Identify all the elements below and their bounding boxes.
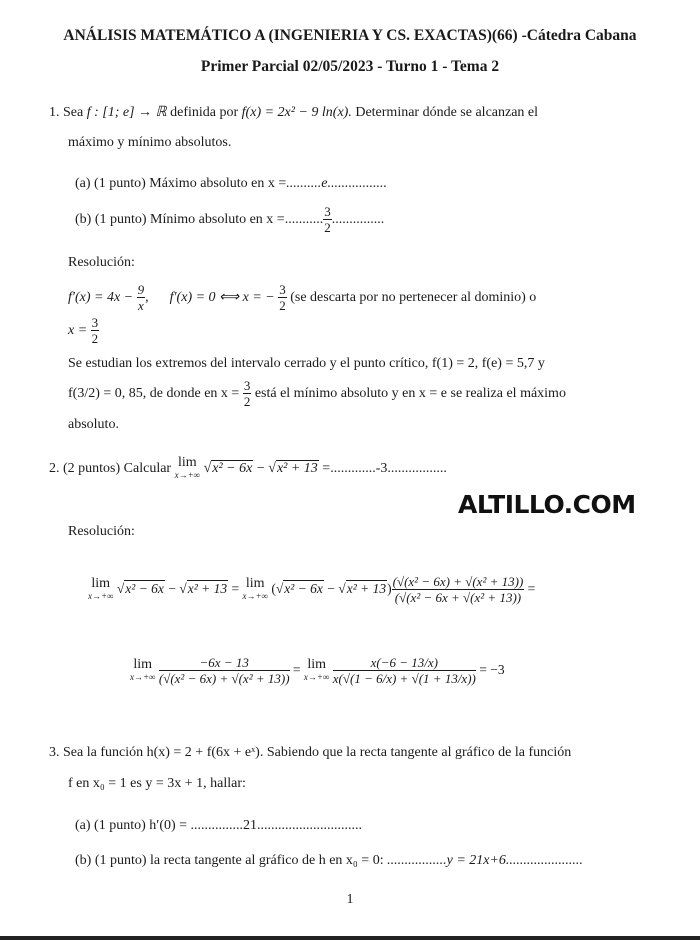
problem1-domain: f : [1; e] → ℝ (86, 105, 167, 120)
lim-subscript: x→+∞ (130, 671, 156, 682)
fraction-numerator: 3 (91, 315, 99, 331)
problem2-step1: lim x→+∞ √x² − 6x − √x² + 13 = lim x→+∞ (√x² − 6x − √x² + 13) $\frac{\text{(√(x² − 6x) + √(x² + 13))}}{\text{(√(x² − 6x + √(x² + 13))}}$ = (88, 574, 536, 606)
study-text-a: f(3/2) = 0, 85, de donde en x = (68, 386, 240, 401)
problem1-answer-a: ..........e................. (286, 176, 387, 191)
exam-subtitle: Primer Parcial 02/05/2023 - Turno 1 - Tema 2 (200, 58, 500, 75)
lim-subscript: x→+∞ (174, 469, 201, 480)
fraction-denominator: 2 (279, 298, 286, 314)
page-number: 1 (346, 892, 354, 907)
fraction-denominator: 2 (324, 220, 331, 236)
fraction-denominator: x (137, 298, 144, 314)
sqrt-expr-a: x² − 6x (212, 461, 253, 476)
problem1-statement-cont: máximo y mínimo absolutos. (68, 135, 232, 150)
limit-operator (88, 575, 114, 602)
fraction-denominator: 2 (91, 331, 99, 347)
x-fraction (91, 316, 100, 345)
problem3-part-a-label: (a) (1 punto) h′(0) = (75, 818, 188, 833)
conjugate-fraction (392, 575, 525, 604)
problem1-study-line2 (68, 377, 566, 411)
step2-right-fraction (333, 656, 476, 685)
problem1-function: f(x) = 2x² − 9 ln(x). (241, 105, 352, 120)
problem3-answer-b: .................y = 21x+6...................... (387, 853, 583, 868)
sqrt-expr-a: x² − 6x (284, 581, 323, 596)
fraction-numerator: −6x − 13 (159, 656, 290, 671)
lim-text: lim (178, 454, 197, 470)
critical-fraction (278, 283, 287, 312)
problem1-text-c: Determinar dónde se alcanzan el (355, 105, 539, 120)
study-text-b: está el mínimo absoluto y en x = e se realiza el máximo (254, 386, 566, 401)
lim-text: lim (245, 575, 265, 591)
critical-note: (se descarta por no pertenecer al dominio) o (290, 290, 537, 305)
x-equals: x = (68, 323, 88, 338)
problem3-answer-a: ...............21.............................. (190, 818, 363, 833)
study-fraction (243, 379, 252, 408)
derivative-fraction (137, 283, 146, 312)
problem1-text-a: Sea (63, 105, 84, 120)
problem1-part-b-label: (b) (1 punto) Mínimo absoluto en x = (75, 212, 285, 227)
sqrt-expr-b: x² + 13 (187, 581, 228, 596)
problem3-line1: Sea la función h(x) = 2 + f(6x + eˣ). Sabiendo que la recta tangente al gráfico de la función (63, 745, 572, 760)
fraction-numerator: 3 (279, 282, 286, 298)
problem1-answer-b-post: ............... (331, 212, 385, 227)
problem3-part-a (75, 818, 362, 834)
problem1-study-line3: absoluto. (68, 417, 119, 432)
problem1-part-b (75, 203, 384, 237)
problem1-answer-b-pre: ........... (284, 212, 324, 227)
fraction-denominator: (√(x² − 6x) + √(x² + 13)) (158, 671, 290, 687)
sqrt-expr-a: x² − 6x (125, 581, 164, 596)
fraction-numerator: 9 (137, 282, 145, 298)
sqrt-expr-b: x² + 13 (276, 461, 318, 476)
limit-operator (303, 656, 330, 683)
lim-subscript: x→+∞ (242, 590, 268, 601)
critical-equation: f′(x) = 0 ⟺ x = − (169, 290, 275, 305)
problem1-part-a-label: (a) (1 punto) Máximo absoluto en x = (75, 176, 287, 191)
problem1-answer-b-fraction (323, 205, 332, 234)
limit-operator (130, 656, 156, 683)
bottom-divider (0, 936, 700, 940)
lim-subscript: x→+∞ (88, 590, 114, 601)
fraction-numerator: (√(x² − 6x) + √(x² + 13)) (392, 574, 524, 590)
problem3-statement-cont: f en x₀ = 1 es y = 3x + 1, hallar: (68, 776, 246, 791)
problem1-resolution-label: Resolución: (68, 255, 135, 270)
sqrt-expr-b: x² + 13 (346, 581, 387, 596)
derivative-lhs: f′(x) = 4x − (68, 290, 134, 305)
problem2-number: 2. (49, 461, 60, 476)
problem1-derivative-line: f′(x) = 4x − $\frac{9}{x}$ , f′(x) = 0 ⟺ x = − $\frac{3}{2}$ (se descarta por no pertenecer al dominio) o (68, 282, 537, 314)
problem1-study-line1: Se estudian los extremos del intervalo cerrado y el punto crítico, f(1) = 2, f(e) = 5,7 y (68, 356, 545, 371)
problem2-answer: =.............-3................. (322, 461, 447, 476)
fraction-numerator: 3 (324, 204, 331, 220)
fraction-denominator: 2 (243, 394, 251, 410)
lim-text: lim (133, 656, 153, 672)
step2-left-fraction (159, 656, 290, 685)
problem3-part-b-label: (b) (1 punto) la recta tangente al gráfico de h en x₀ = 0: (75, 853, 384, 868)
problem2-statement: 2. (2 puntos) Calcular lim x→+∞ √x² − 6x − √x² + 13 =.............-3................. (49, 454, 447, 480)
problem3-number: 3. (49, 745, 60, 760)
problem1-text-b: definida por (170, 105, 239, 120)
watermark-logo: ALTILLO.COM (458, 490, 636, 519)
fraction-numerator: 3 (243, 378, 251, 394)
problem1-statement (49, 104, 538, 121)
fraction-numerator: x(−6 − 13/x) (333, 656, 476, 671)
problem3-statement (49, 745, 571, 761)
limit-operator (174, 454, 201, 481)
fraction-denominator: (√(x² − 6x + √(x² + 13)) (394, 590, 522, 606)
problem1-part-a (75, 176, 387, 192)
problem2-text: (2 puntos) Calcular (63, 461, 172, 476)
step2-result: = −3 (479, 662, 505, 677)
limit-operator (242, 575, 268, 602)
problem1-number: 1. (49, 105, 60, 120)
lim-text: lim (307, 656, 326, 672)
lim-subscript: x→+∞ (303, 671, 330, 682)
problem3-part-b (75, 853, 583, 869)
lim-text: lim (91, 575, 111, 591)
problem2-step2: lim x→+∞ $\frac{-6x - 13}{\text{(√(x² − 6x) + √(x² + 13))}}$ = lim x→+∞ $\frac{x(-6 - 13/x)}{x(√(1 - 6/x) + √(1 + 13/x))}$ = −3 (130, 655, 505, 687)
problem1-x-value (68, 313, 99, 349)
fraction-denominator: x(√(1 − 6/x) + √(1 + 13/x)) (332, 671, 476, 687)
exam-title: ANÁLISIS MATEMÁTICO A (INGENIERIA Y CS. EXACTAS)(66) -Cátedra Cabana (63, 27, 637, 44)
problem2-resolution-label: Resolución: (68, 524, 135, 539)
